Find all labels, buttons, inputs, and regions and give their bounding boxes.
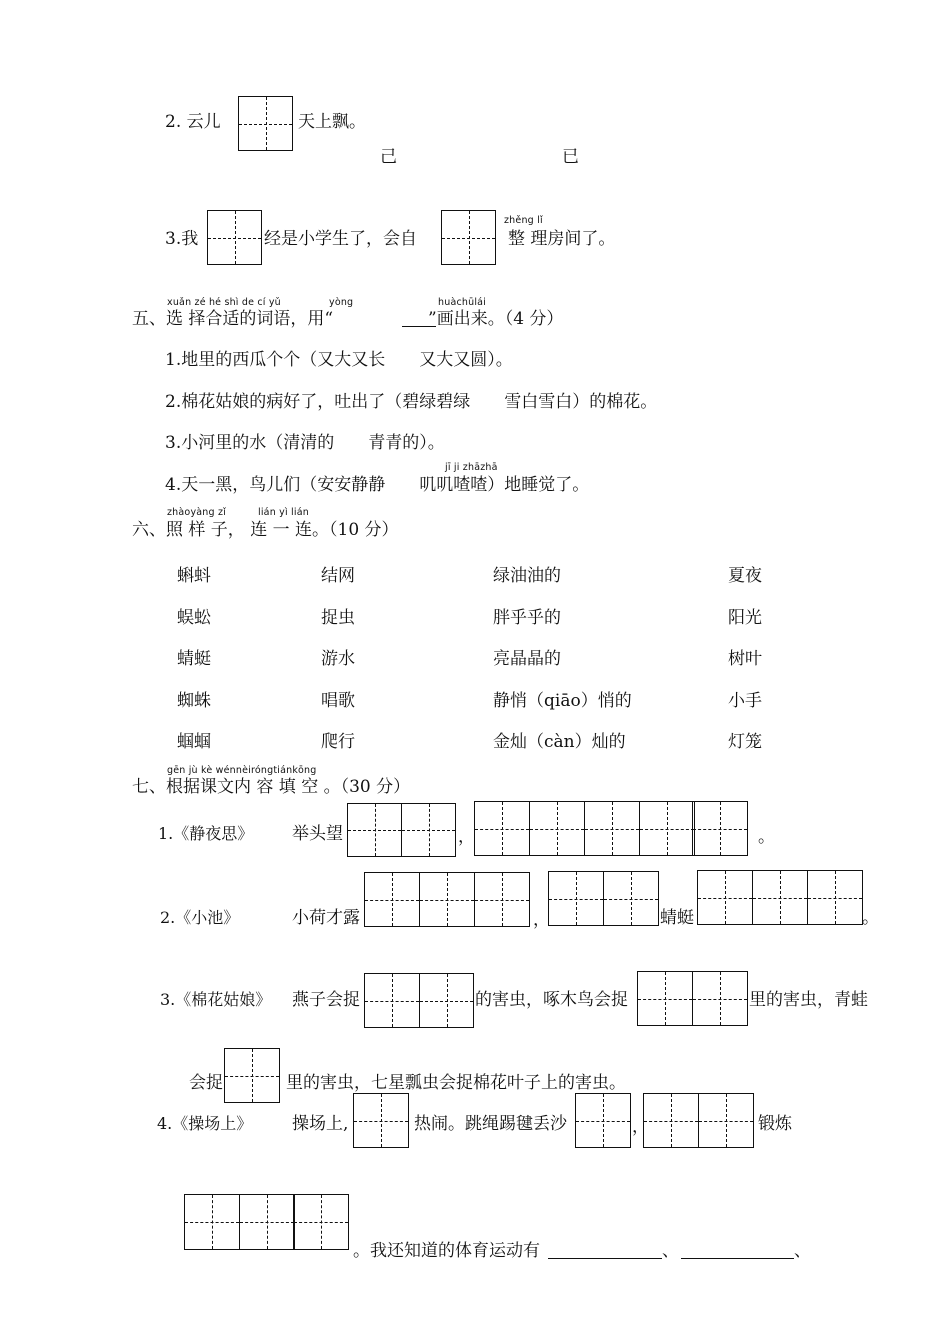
answer-box[interactable]: [224, 1048, 280, 1103]
col2-word[interactable]: 捉虫: [321, 608, 355, 628]
answer-box[interactable]: [575, 1093, 631, 1148]
answer-box[interactable]: [207, 210, 262, 265]
answer-box[interactable]: [293, 1194, 349, 1250]
s7-pinyin: gēn jù kè wénnèiróngtiánkōng: [167, 765, 317, 776]
col3-word[interactable]: 胖乎乎的: [493, 608, 561, 628]
q7-3-line2-end: 里的害虫，七星瓢虫会捉棉花叶子上的害虫。: [286, 1073, 626, 1093]
answer-blank[interactable]: [548, 1257, 662, 1259]
answer-box[interactable]: [548, 871, 604, 926]
answer-box[interactable]: [697, 870, 753, 925]
q7-2-mid: 蜻蜓: [660, 908, 694, 928]
answer-box[interactable]: [401, 803, 456, 857]
q4-item2-suffix: 天上飘。: [298, 112, 366, 132]
q7-1-comma: ，: [458, 827, 475, 847]
q4-item3-mid: 经是小学生了，会自: [264, 229, 417, 249]
col2-word[interactable]: 爬行: [321, 732, 355, 752]
answer-box[interactable]: [692, 971, 748, 1026]
q4-item3-prefix: 3.我: [165, 229, 199, 249]
q7-3-label: 3.《棉花姑娘》: [160, 990, 272, 1009]
q7-4-sep1: 、: [662, 1241, 679, 1261]
col1-word[interactable]: 蝈蝈: [177, 732, 211, 752]
section-5-title: 五、选 择合适的词语，用“: [132, 309, 334, 329]
q7-1-label: 1.《静夜思》: [158, 824, 254, 843]
q7-2-lead: 小荷才露: [292, 908, 360, 928]
answer-box[interactable]: [364, 872, 420, 927]
answer-box[interactable]: [584, 801, 640, 856]
s5-item4-pinyin: jī ji zhāzhā: [445, 462, 498, 473]
q4-item3-pinyin: zhěng lǐ: [504, 215, 543, 226]
answer-box[interactable]: [239, 1194, 295, 1250]
s6-pinyin-b: lián yì lián: [258, 507, 309, 518]
col1-word[interactable]: 蝌蚪: [177, 566, 211, 586]
q7-4-line2: 。我还知道的体育运动有: [353, 1241, 540, 1261]
answer-box[interactable]: [643, 1093, 699, 1148]
answer-box[interactable]: [807, 870, 863, 925]
q7-1-lead: 举头望: [292, 824, 343, 844]
col1-word[interactable]: 蜈蚣: [177, 608, 211, 628]
answer-box[interactable]: [474, 801, 530, 856]
col3-word[interactable]: 静悄（qiāo）悄的: [493, 691, 632, 711]
s5-item-3: 3.小河里的水（清清的 青青的）。: [165, 433, 445, 453]
answer-box[interactable]: [529, 801, 585, 856]
col3-word[interactable]: 亮晶晶的: [493, 649, 561, 669]
q7-2-end: 。: [862, 908, 879, 928]
answer-box[interactable]: [184, 1194, 240, 1250]
answer-box[interactable]: [364, 973, 420, 1028]
hint-char-left: 己: [380, 147, 397, 167]
s5-item-4: 4.天一黑，鸟儿们（安安静静 叽叽喳喳）地睡觉了。: [165, 475, 590, 495]
col1-word[interactable]: 蜻蜓: [177, 649, 211, 669]
q7-4-comma: ，: [632, 1117, 649, 1137]
q7-4-sep2: 、: [794, 1241, 811, 1261]
hint-char-right: 已: [562, 147, 579, 167]
col4-word[interactable]: 树叶: [728, 649, 762, 669]
answer-box[interactable]: [752, 870, 808, 925]
s5-pinyin-a: xuǎn zé hé shì de cí yǔ: [167, 297, 281, 308]
s6-pinyin-a: zhàoyàng zǐ: [167, 507, 226, 518]
q7-3-lead: 燕子会捉: [292, 990, 360, 1010]
col3-word[interactable]: 绿油油的: [493, 566, 561, 586]
q7-2-comma: ，: [533, 910, 550, 930]
col3-word[interactable]: 金灿（càn）灿的: [493, 732, 626, 752]
q7-1-end: 。: [758, 827, 775, 847]
answer-box[interactable]: [238, 96, 293, 151]
col2-word[interactable]: 唱歌: [321, 691, 355, 711]
answer-box[interactable]: [419, 872, 475, 927]
q7-4-label: 4.《操场上》: [157, 1114, 253, 1133]
q7-4-mid2: 锻炼: [758, 1114, 792, 1134]
s5-item-1: 1.地里的西瓜个个（又大又长 又大又圆）。: [165, 350, 513, 370]
col4-word[interactable]: 夏夜: [728, 566, 762, 586]
answer-box[interactable]: [419, 973, 474, 1028]
section-6-title: 六、照 样 子， 连 一 连。（10 分）: [132, 520, 399, 540]
q7-3-line2-lead: 会捉: [189, 1073, 223, 1093]
col1-word[interactable]: 蜘蛛: [177, 691, 211, 711]
answer-blank[interactable]: [681, 1257, 794, 1259]
answer-box[interactable]: [347, 803, 402, 857]
answer-box[interactable]: [692, 801, 748, 856]
col4-word[interactable]: 阳光: [728, 608, 762, 628]
col2-word[interactable]: 游水: [321, 649, 355, 669]
answer-box[interactable]: [639, 801, 695, 856]
answer-box[interactable]: [441, 210, 496, 265]
q7-4-mid1: 热闹。跳绳踢毽丢沙: [414, 1114, 567, 1134]
answer-box[interactable]: [474, 872, 530, 927]
s5-pinyin-b: yòng: [329, 297, 354, 308]
q7-4-lead: 操场上,: [292, 1114, 349, 1134]
answer-box[interactable]: [698, 1093, 754, 1148]
col4-word[interactable]: 小手: [728, 691, 762, 711]
answer-box[interactable]: [603, 871, 659, 926]
answer-box[interactable]: [637, 971, 693, 1026]
q7-3-mid2: 里的害虫，青蛙: [749, 990, 868, 1010]
section-7-title: 七、根据课文内 容 填 空 。（30 分）: [132, 777, 411, 797]
section-5-title-end: ”画出来。（4 分）: [428, 309, 564, 329]
q7-2-label: 2.《小池》: [160, 908, 240, 927]
s5-pinyin-c: huàchūlái: [438, 297, 487, 308]
col4-word[interactable]: 灯笼: [728, 732, 762, 752]
q7-3-mid1: 的害虫，啄木鸟会捉: [475, 990, 628, 1010]
col2-word[interactable]: 结网: [321, 566, 355, 586]
s5-item-2: 2.棉花姑娘的病好了，吐出了（碧绿碧绿 雪白雪白）的棉花。: [165, 392, 658, 412]
q4-item3-suffix: 整 理房间了。: [508, 229, 616, 249]
answer-box[interactable]: [353, 1093, 409, 1148]
q4-item2-prefix: 2. 云儿: [165, 112, 221, 132]
